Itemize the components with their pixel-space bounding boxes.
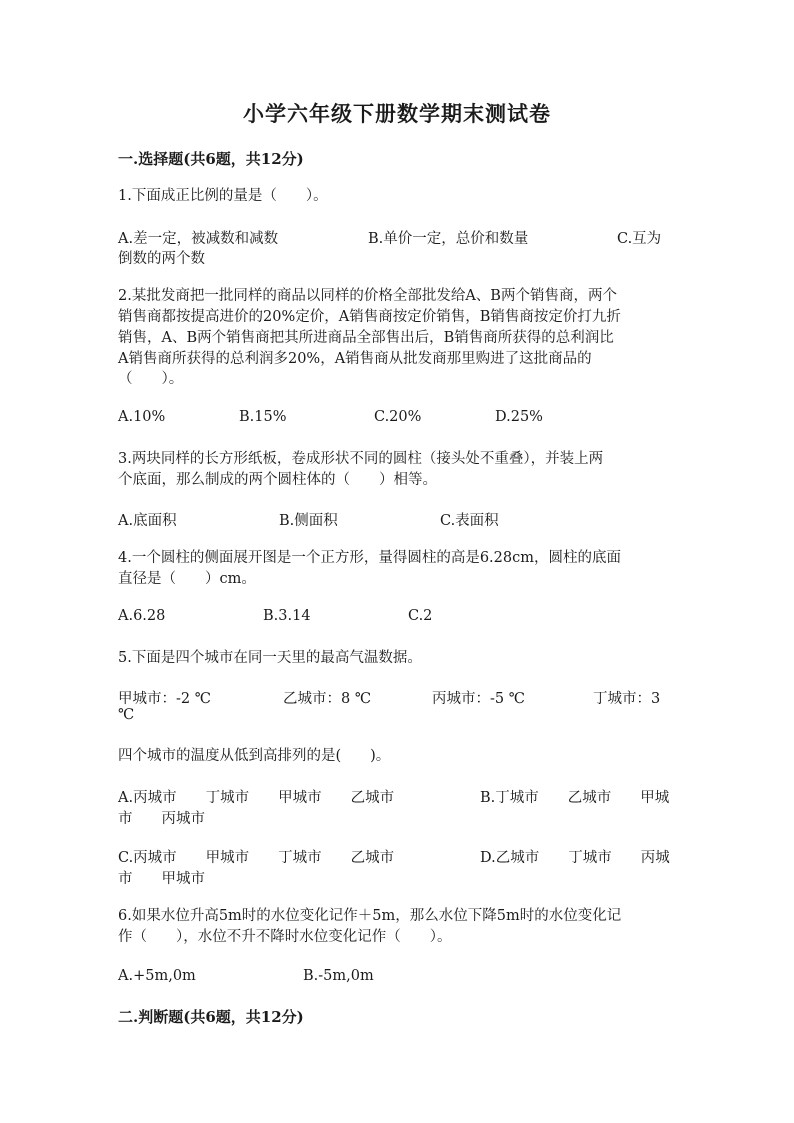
page-title: 小学六年级下册数学期末测试卷	[243, 101, 551, 126]
question-1-option-b: B.单价一定，总价和数量	[368, 231, 529, 247]
question-3-option-c: C.表面积	[440, 513, 499, 529]
question-2-line-3: 销售，A、B两个销售商把其所进商品全部售出后，B销售商所获得的总利润比	[118, 330, 614, 346]
question-4-option-b: B.3.14	[263, 608, 311, 624]
question-2-option-c: C.20%	[374, 409, 422, 425]
question-5-option-b-cont: 市 丙城市	[118, 811, 205, 827]
question-5-ask: 四个城市的温度从低到高排列的是( )。	[118, 748, 391, 764]
question-5-option-c: C.丙城市 甲城市 丁城市 乙城市	[118, 850, 395, 866]
question-6-option-b: B.-5m,0m	[303, 968, 374, 984]
question-2-option-b: B.15%	[239, 409, 287, 425]
question-5-city-ding: 丁城市：3	[593, 691, 661, 707]
question-5-option-a: A.丙城市 丁城市 甲城市 乙城市	[118, 790, 395, 806]
question-6-line-1: 6.如果水位升高5m时的水位变化记作＋5m，那么水位下降5m时的水位变化记	[118, 908, 622, 924]
question-5-option-b: B.丁城市 乙城市 甲城	[480, 790, 670, 806]
question-3-option-a: A.底面积	[118, 513, 177, 529]
question-2-line-2: 销售商都按提高进价的20%定价，A销售商按定价销售，B销售商按定价打九折	[118, 309, 621, 325]
question-2-option-a: A.10%	[118, 409, 166, 425]
question-1-option-c: C.互为	[617, 231, 662, 247]
question-3-line-2: 个底面，那么制成的两个圆柱体的（ ）相等。	[118, 472, 437, 488]
question-1-option-c-cont: 倒数的两个数	[118, 251, 205, 267]
question-6-option-a: A.+5m,0m	[118, 968, 196, 984]
question-4-option-c: C.2	[408, 608, 433, 624]
question-5-city-bing: 丙城市：-5 ℃	[432, 691, 525, 707]
section-heading-judgment: 二.判断题(共6题，共12分)	[118, 1008, 304, 1026]
question-5-city-ding-unit: ℃	[118, 707, 135, 723]
question-3-option-b: B.侧面积	[279, 513, 338, 529]
question-5-stem: 5.下面是四个城市在同一天里的最高气温数据。	[118, 650, 422, 666]
question-5-option-d: D.乙城市 丁城市 丙城	[480, 850, 670, 866]
question-5-city-yi: 乙城市：8 ℃	[283, 691, 372, 707]
question-2-line-5: （ ）。	[118, 371, 184, 387]
question-4-option-a: A.6.28	[118, 608, 166, 624]
question-5-option-d-cont: 市 甲城市	[118, 871, 205, 887]
question-2-option-d: D.25%	[495, 409, 543, 425]
question-2-line-1: 2.某批发商把一批同样的商品以同样的价格全部批发给A、B两个销售商，两个	[118, 288, 617, 304]
question-4-line-2: 直径是（ ）cm。	[118, 571, 256, 587]
question-2-line-4: A销售商所获得的总利润多20%，A销售商从批发商那里购进了这批商品的	[118, 351, 592, 367]
question-6-line-2: 作（ ），水位不升不降时水位变化记作（ ）。	[118, 929, 452, 945]
question-3-line-1: 3.两块同样的长方形纸板，卷成形状不同的圆柱（接头处不重叠），并装上两	[118, 451, 604, 467]
question-4-line-1: 4.一个圆柱的侧面展开图是一个正方形，量得圆柱的高是6.28cm，圆柱的底面	[118, 550, 621, 566]
question-1-option-a: A.差一定，被减数和减数	[118, 231, 279, 247]
question-5-city-jia: 甲城市：-2 ℃	[118, 691, 211, 707]
section-heading-choice: 一.选择题(共6题，共12分)	[118, 150, 304, 168]
question-1-stem: 1.下面成正比例的量是（ ）。	[118, 188, 328, 204]
